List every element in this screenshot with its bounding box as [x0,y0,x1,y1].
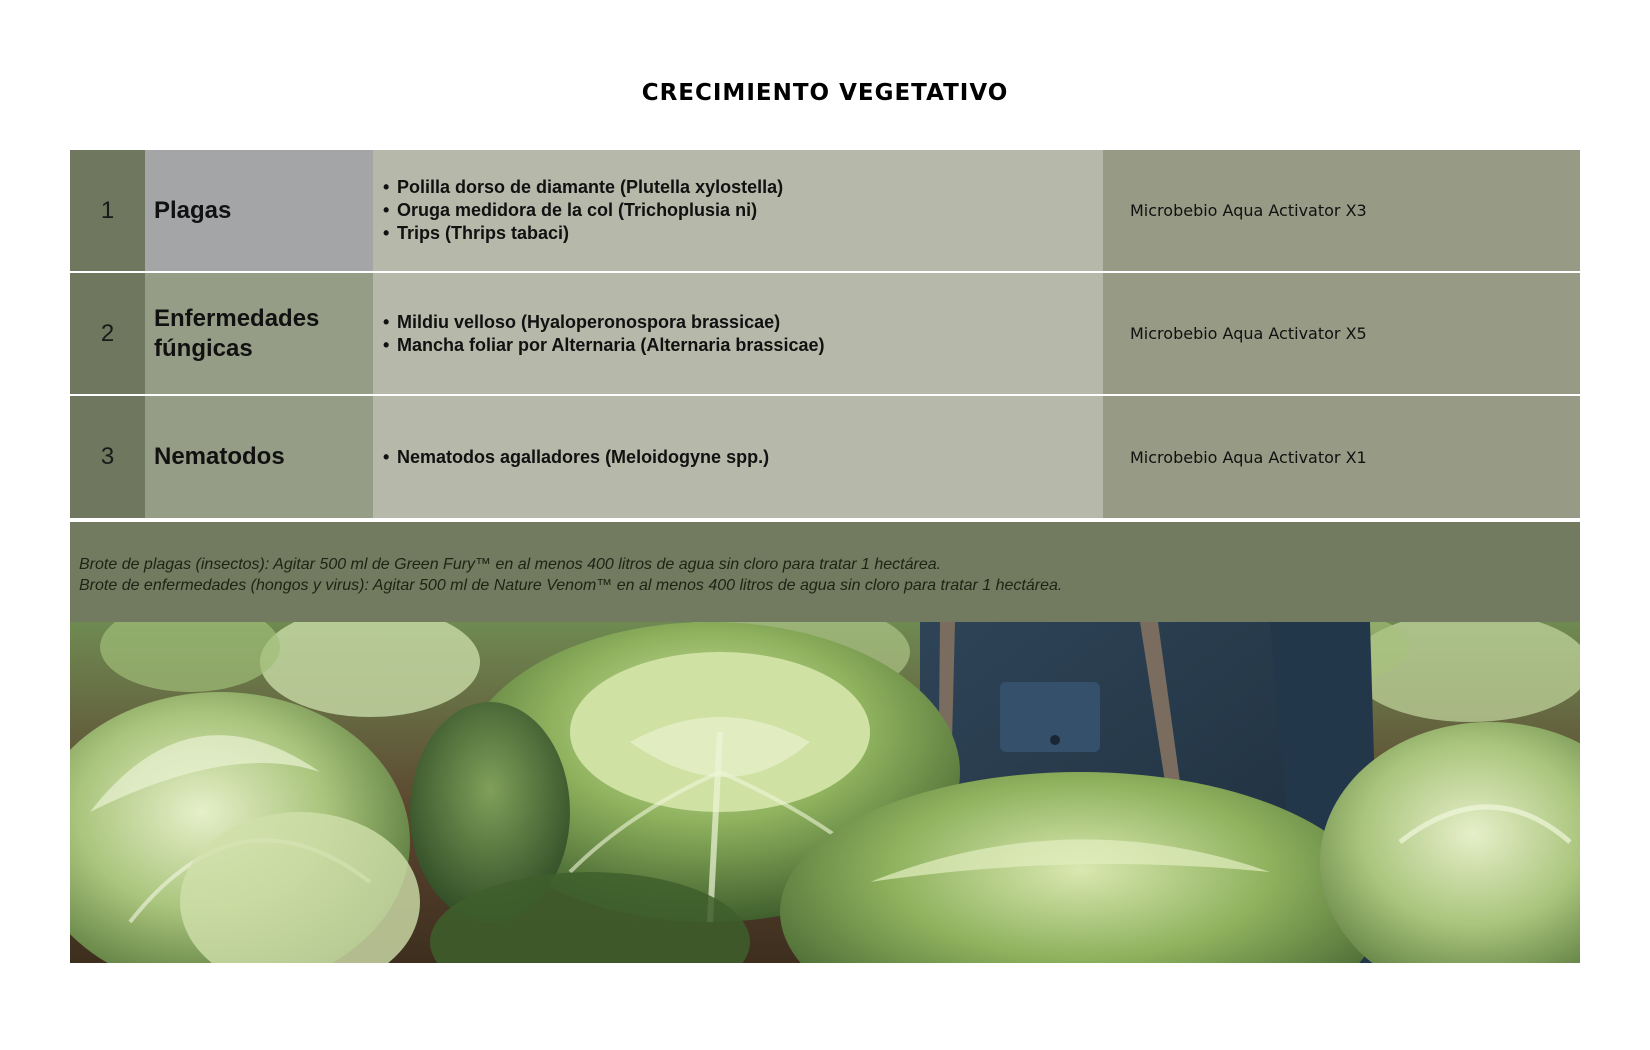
cabbage-field-photo [70,622,1580,963]
application-notes [70,522,1580,622]
row-target-list [373,150,1103,271]
cabbage-farmer-illustration [70,622,1580,963]
note-line-diseases: Brote de enfermedades (hongos y virus): Agitar 500 ml de Nature Venom™ en al menos 400 litros de agua sin cloro para tratar 1 hectárea. [79,577,1063,594]
list-item [383,176,783,199]
bullet-icon: • [383,311,390,332]
row-target-list [373,396,1103,518]
table-row [70,273,1580,396]
row-product: Microbebio Aqua Activator X1 [1103,396,1580,518]
row-category: Nematodos [145,396,373,518]
table-row [70,396,1580,520]
row-product: Microbebio Aqua Activator X3 [1103,150,1580,271]
list-item-text: Mancha foliar por Alternaria (Alternaria brassicae) [397,334,825,355]
bullet-icon: • [383,334,390,355]
list-item-text: Oruga medidora de la col (Trichoplusia ni) [397,200,758,220]
note-line-pests: Brote de plagas (insectos): Agitar 500 ml de Green Fury™ en al menos 400 litros de agua sin cloro para tratar 1 hectárea. [79,556,942,573]
row-category: Plagas [145,150,373,271]
list-item [383,222,783,245]
list-item [383,199,783,222]
pest-treatment-table [70,150,1580,520]
bullet-icon: • [383,446,390,467]
row-category: Enfermedades fúngicas [145,273,373,394]
bullet-icon: • [383,200,390,220]
row-number: 1 [70,150,145,271]
table-row [70,150,1580,273]
row-number: 3 [70,396,145,518]
bullet-icon: • [383,223,390,243]
page-title: CRECIMIENTO VEGETATIVO [641,80,1009,106]
row-number: 2 [70,273,145,394]
list-item [383,311,824,334]
bullet-icon: • [383,177,390,197]
list-item-text: Trips (Thrips tabaci) [397,223,570,243]
list-item [383,334,824,357]
list-item-text: Mildiu velloso (Hyaloperonospora brassicae) [397,311,781,332]
list-item-text: Nematodos agalladores (Meloidogyne spp.) [397,446,770,467]
row-product: Microbebio Aqua Activator X5 [1103,273,1580,394]
list-item [383,446,769,469]
row-target-list [373,273,1103,394]
list-item-text: Polilla dorso de diamante (Plutella xylostella) [397,177,784,197]
